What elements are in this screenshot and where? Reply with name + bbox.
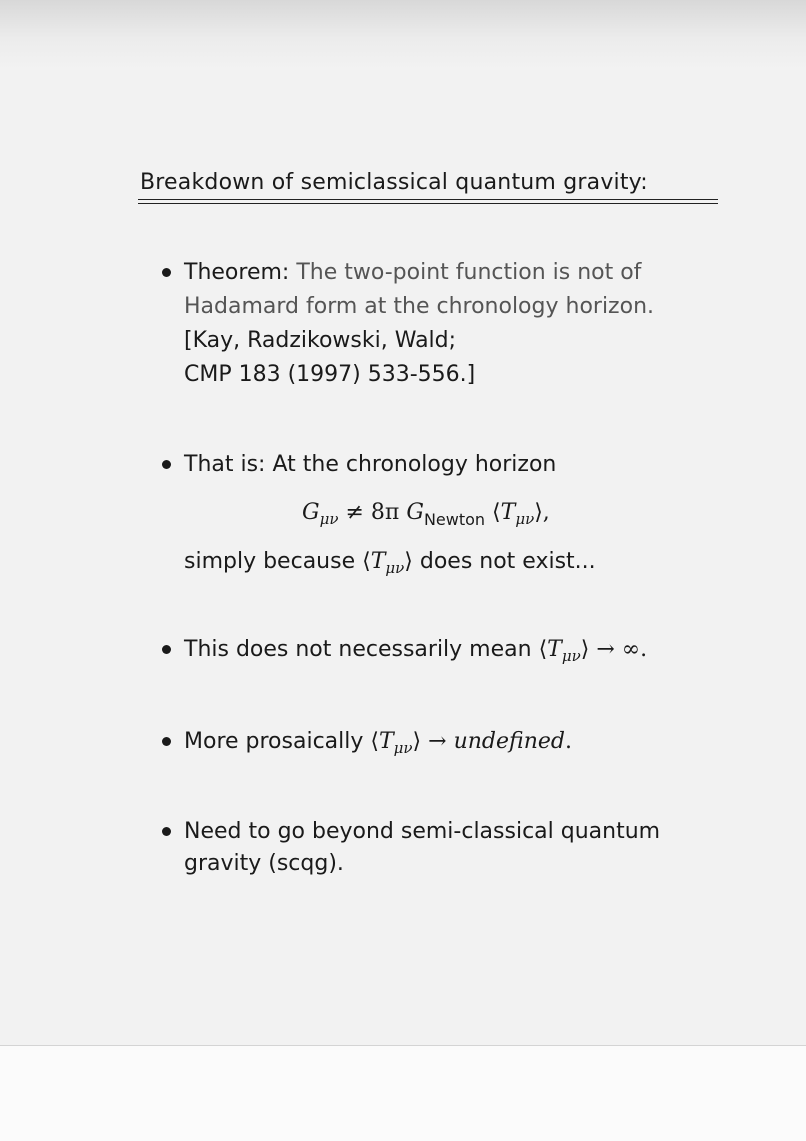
math-langle: ⟨ [362,549,371,574]
thatis-pre: simply because [184,549,363,574]
einstein-equation [302,500,550,529]
math-rangle: ⟩ [412,729,422,754]
title-underline-second [138,203,718,204]
math-arrow: → [428,729,447,754]
scqg-line-2: gravity (scqg). [184,851,344,876]
math-rangle: ⟩ [534,500,543,525]
bullet-dot [162,268,171,277]
bullet-dot [162,737,171,746]
math-sub-newton: Newton [423,510,486,529]
math-undefined: undefined [453,729,565,754]
math-neq: ≠ [345,500,364,525]
theorem-line-1 [184,259,641,287]
thatis-line-1: That is: At the chronology horizon [184,452,557,477]
math-t: T [500,500,516,525]
math-t: T [370,549,386,574]
title-underline [138,199,718,200]
page-bottom-margin [0,1045,806,1141]
scan-shading [0,0,806,70]
bullet-dot [162,827,171,836]
math-sub: μν [515,510,535,528]
reference-line-1: [Kay, Radzikowski, Wald; [184,328,457,353]
theorem-line-2: Hadamard form at the chronology horizon. [184,294,655,319]
scqg-line-1: Need to go beyond semi-classical quantum [184,819,661,844]
math-rangle: ⟩ [404,549,413,574]
thatis-line-3 [184,548,596,582]
theorem-text-1: The two-point function is not of [296,260,642,285]
math-infinity: ∞ [621,637,641,662]
bullet-dot [162,460,171,469]
math-t: T [547,637,562,662]
math-langle: ⟨ [492,500,501,525]
math-g: G [406,500,424,525]
bullet-dot [162,645,171,654]
math-t: T [378,729,394,754]
reference-line-2: CMP 183 (1997) 533-556.] [184,362,476,387]
math-langle: ⟨ [538,637,548,662]
undefined-pre: More prosaically [184,729,371,754]
math-sub: μν [385,559,405,577]
theorem-lead: Theorem: [184,260,290,285]
math-rangle: ⟩ [580,637,590,662]
infinity-line [184,636,647,670]
math-sub: μν [319,510,339,528]
math-langle: ⟨ [370,729,379,754]
math-eight-pi: 8π [370,500,400,525]
math-sub: μν [561,647,581,665]
math-period: . [640,637,648,662]
infinity-pre: This does not necessarily mean [184,637,539,662]
math-g: G [302,500,320,525]
math-comma: , [542,500,550,525]
slide-title: Breakdown of semiclassical quantum gravity: [140,170,648,195]
thatis-post: does not exist... [412,549,596,574]
math-arrow: → [596,637,615,662]
math-period: . [564,729,572,754]
math-sub: μν [393,739,413,757]
undefined-line [184,728,572,762]
